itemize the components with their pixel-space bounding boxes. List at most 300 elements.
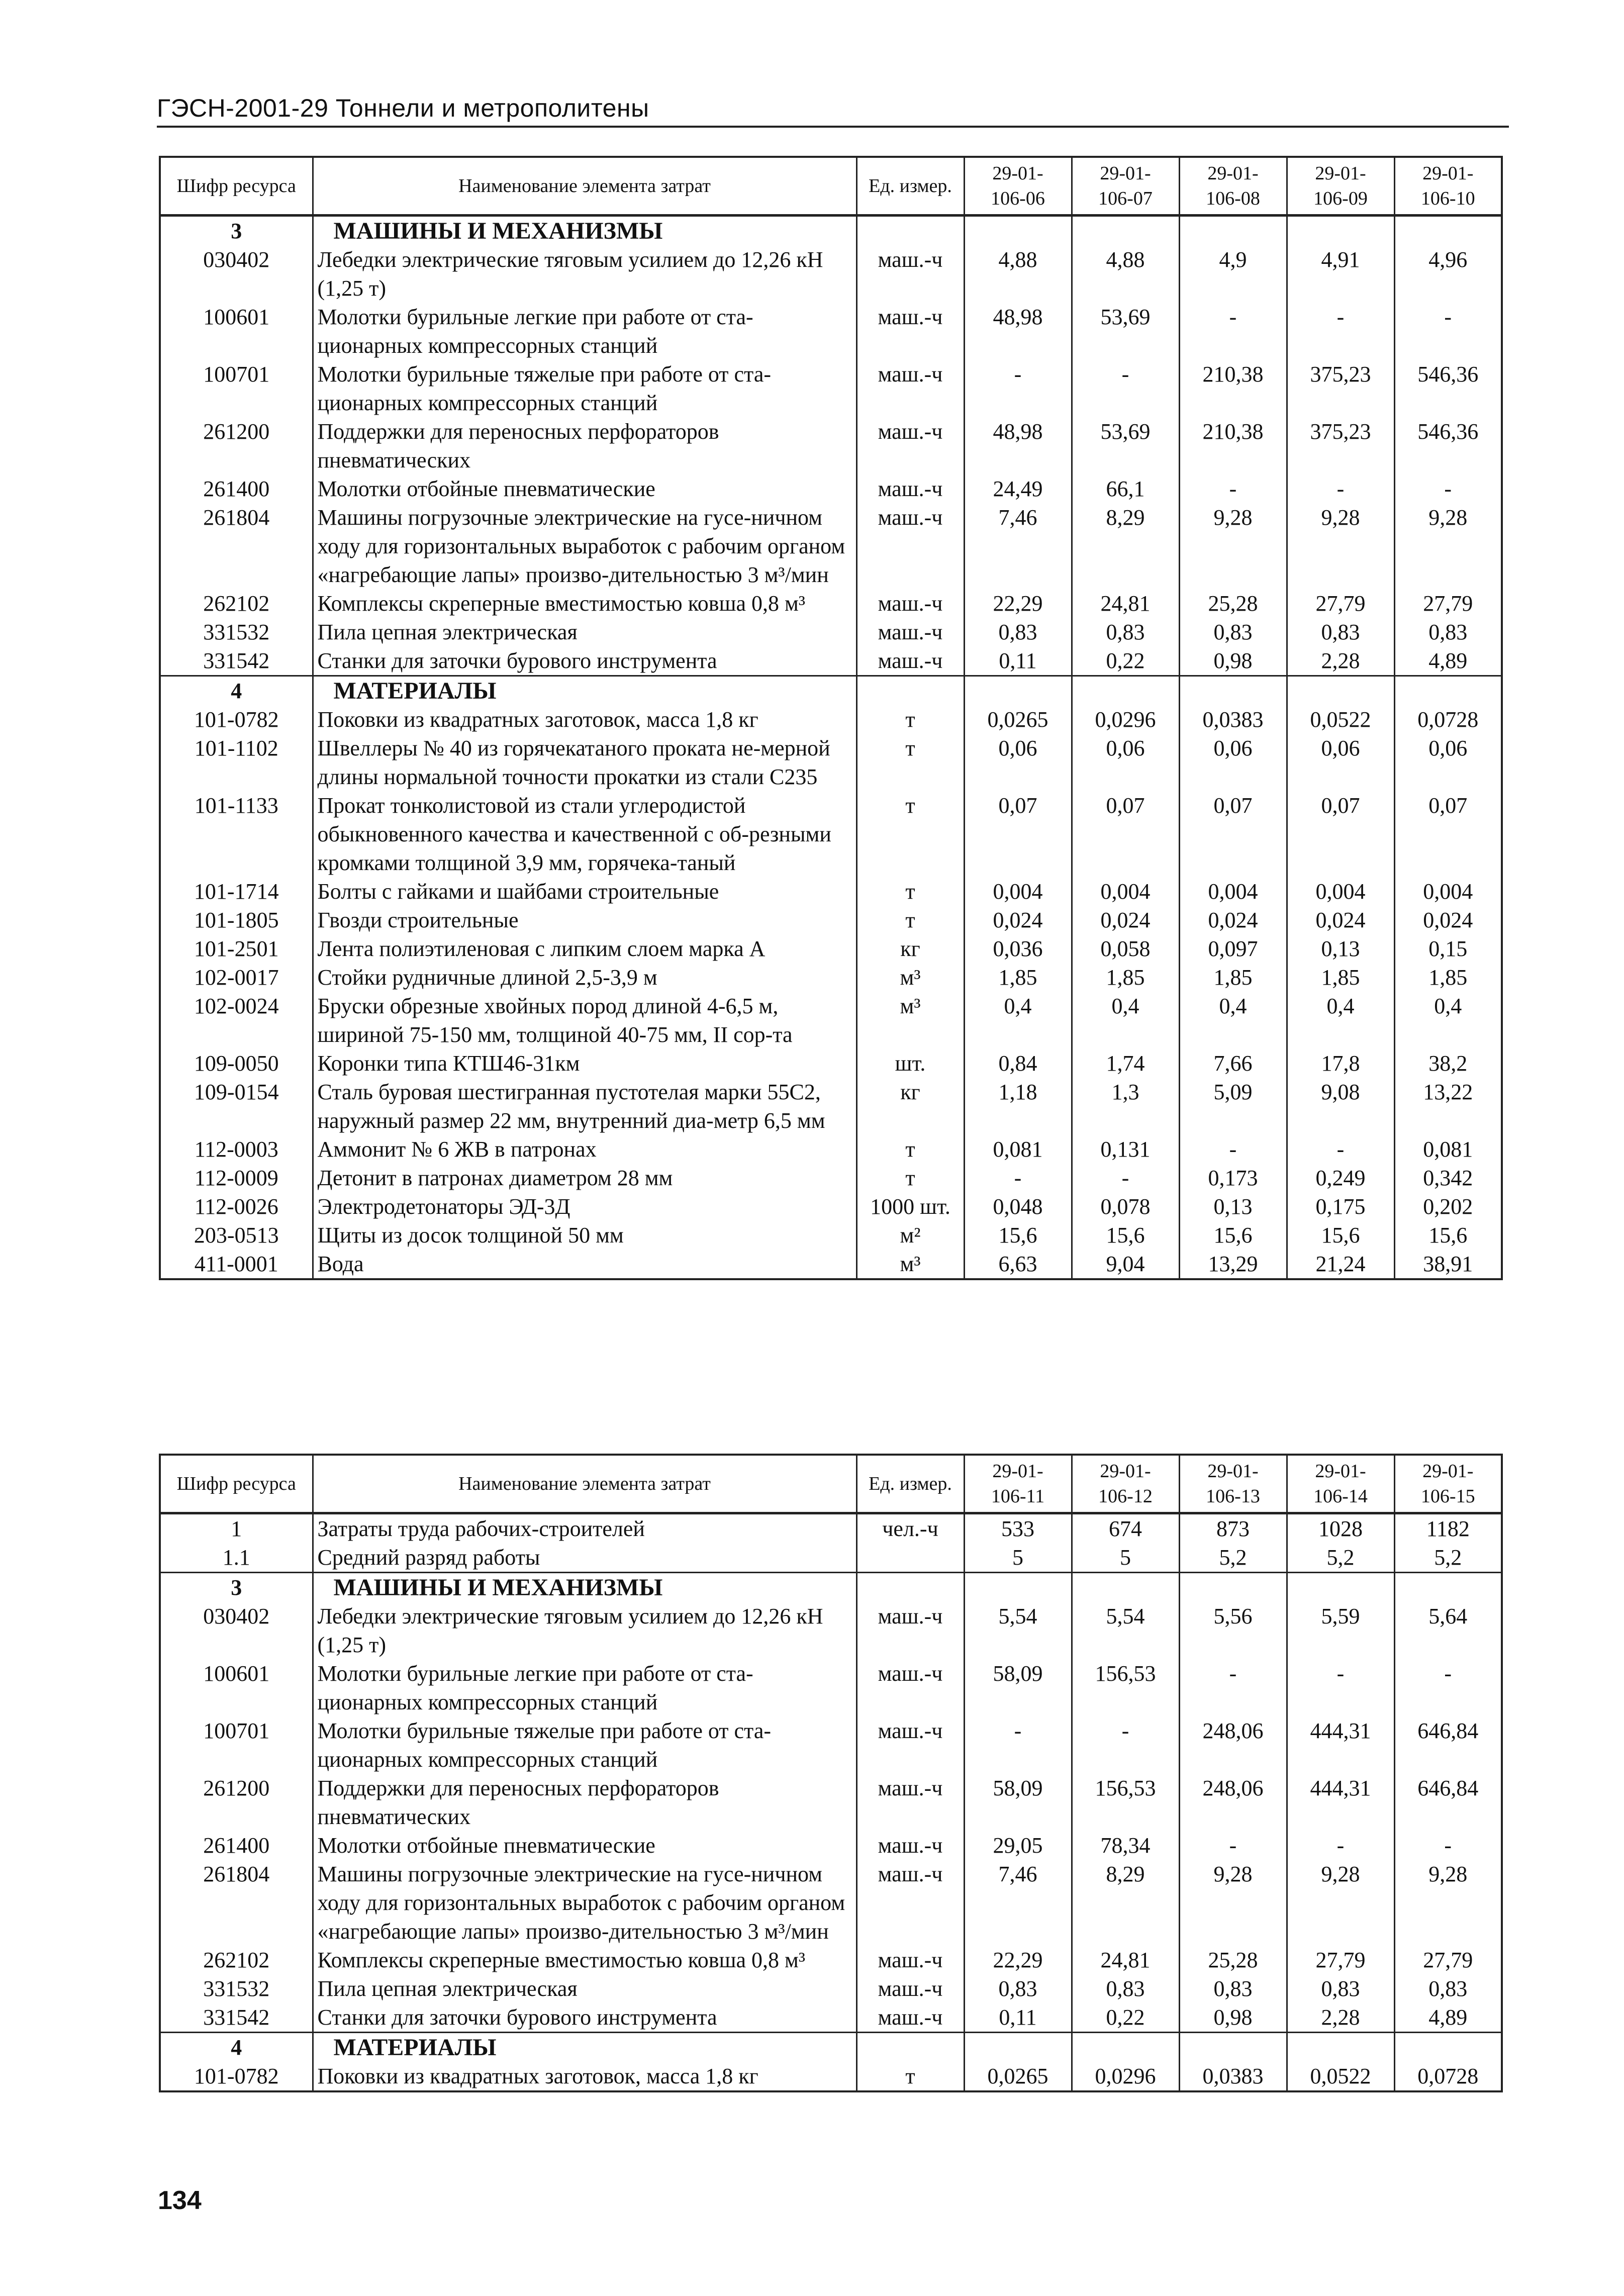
norm-value: 0,06 <box>1394 734 1502 791</box>
unit-of-measure: маш.-ч <box>856 474 964 503</box>
cost-element-name: Щиты из досок толщиной 50 мм <box>313 1221 856 1250</box>
table-body <box>160 216 1502 1280</box>
norm-value: 9,28 <box>1394 503 1502 589</box>
resource-code: 109-0050 <box>160 1049 313 1078</box>
norm-value: 53,69 <box>1072 417 1179 474</box>
norm-value: 27,79 <box>1394 1946 1502 1974</box>
norm-value: 0,11 <box>964 2003 1072 2033</box>
norm-value: 38,2 <box>1394 1049 1502 1078</box>
header-col-5: 29-01- 106-10 <box>1394 157 1502 216</box>
unit-of-measure: т <box>856 705 964 734</box>
cost-element-name: Коронки типа КТШ46-31км <box>313 1049 856 1078</box>
table-row <box>160 1513 1502 1544</box>
norm-value: 674 <box>1072 1513 1179 1544</box>
cost-element-name: Сталь буровая шестигранная пустотелая марки 55С2, наружный размер 22 мм, внутренний диа-метр 6,5 мм <box>313 1078 856 1135</box>
unit-of-measure: маш.-ч <box>856 2003 964 2033</box>
norm-value: - <box>1179 1831 1287 1860</box>
resource-code: 112-0009 <box>160 1164 313 1192</box>
norm-value: 0,048 <box>964 1192 1072 1221</box>
norm-value: 0,22 <box>1072 646 1179 676</box>
norm-value: - <box>1394 1659 1502 1716</box>
table-row <box>160 618 1502 646</box>
norm-value: 0,0296 <box>1072 2062 1179 2091</box>
cost-element-name: Швеллеры № 40 из горячекатаного проката не-мерной длины нормальной точности прокатки из стали С235 <box>313 734 856 791</box>
norm-value: 0,024 <box>1072 906 1179 934</box>
norm-value: 0,0383 <box>1179 2062 1287 2091</box>
norm-value: 1,85 <box>1072 963 1179 992</box>
norm-value: - <box>1287 303 1394 360</box>
unit-of-measure <box>856 1543 964 1573</box>
cost-element-name: Молотки бурильные тяжелые при работе от ста-ционарных компрессорных станций <box>313 360 856 417</box>
norm-value: 0,07 <box>1179 791 1287 877</box>
norm-value: 0,22 <box>1072 2003 1179 2033</box>
norm-value <box>1179 1573 1287 1602</box>
unit-of-measure: маш.-ч <box>856 1946 964 1974</box>
norm-value: 873 <box>1179 1513 1287 1544</box>
norm-value: 0,202 <box>1394 1192 1502 1221</box>
norm-value: 15,6 <box>1287 1221 1394 1250</box>
norm-value: 546,36 <box>1394 360 1502 417</box>
norm-value: 444,31 <box>1287 1774 1394 1831</box>
table-row <box>160 1078 1502 1135</box>
norm-value: 27,79 <box>1394 589 1502 618</box>
cost-element-name: Поддержки для переносных перфораторов пневматических <box>313 1774 856 1831</box>
norm-value: 0,06 <box>1287 734 1394 791</box>
norm-value: 22,29 <box>964 589 1072 618</box>
header-unit: Ед. измер. <box>856 157 964 216</box>
cost-element-name: МАТЕРИАЛЫ <box>313 2033 856 2062</box>
norm-value: 156,53 <box>1072 1659 1179 1716</box>
norm-value: - <box>964 360 1072 417</box>
norm-value: 0,15 <box>1394 934 1502 963</box>
unit-of-measure: маш.-ч <box>856 1659 964 1716</box>
table-row <box>160 1716 1502 1774</box>
norm-value: 444,31 <box>1287 1716 1394 1774</box>
unit-of-measure: маш.-ч <box>856 1774 964 1831</box>
unit-of-measure: м² <box>856 1221 964 1250</box>
resource-code: 261400 <box>160 474 313 503</box>
norm-value: 9,28 <box>1394 1860 1502 1946</box>
norm-value: 0,06 <box>1179 734 1287 791</box>
unit-of-measure: маш.-ч <box>856 1860 964 1946</box>
norm-value: - <box>964 1164 1072 1192</box>
norm-value: 0,4 <box>1287 992 1394 1049</box>
norm-value: 7,46 <box>964 503 1072 589</box>
norm-value <box>1072 1573 1179 1602</box>
norm-value: 4,91 <box>1287 245 1394 303</box>
norm-value <box>1394 2033 1502 2062</box>
norm-value: 0,097 <box>1179 934 1287 963</box>
cost-element-name: Вода <box>313 1250 856 1279</box>
norm-value: 0,4 <box>1179 992 1287 1049</box>
unit-of-measure: маш.-ч <box>856 646 964 676</box>
table-row <box>160 2062 1502 2091</box>
norm-value: 0,024 <box>1287 906 1394 934</box>
norm-value: 0,081 <box>1394 1135 1502 1164</box>
norm-value: - <box>1072 360 1179 417</box>
norm-value: 4,89 <box>1394 646 1502 676</box>
norm-value: 21,24 <box>1287 1250 1394 1279</box>
resource-code: 112-0003 <box>160 1135 313 1164</box>
unit-of-measure: маш.-ч <box>856 503 964 589</box>
unit-of-measure: маш.-ч <box>856 245 964 303</box>
cost-element-name: Гвозди строительные <box>313 906 856 934</box>
resource-code: 261200 <box>160 417 313 474</box>
resource-code: 100701 <box>160 1716 313 1774</box>
norm-value: 9,04 <box>1072 1250 1179 1279</box>
table-row <box>160 1831 1502 1860</box>
norm-value: - <box>1287 474 1394 503</box>
cost-element-name: Затраты труда рабочих-строителей <box>313 1513 856 1544</box>
norm-value: 1,3 <box>1072 1078 1179 1135</box>
norm-value: 375,23 <box>1287 417 1394 474</box>
norm-value: 8,29 <box>1072 1860 1179 1946</box>
norm-value: 5,56 <box>1179 1602 1287 1659</box>
norm-value: 156,53 <box>1072 1774 1179 1831</box>
norm-value: 0,0265 <box>964 2062 1072 2091</box>
table-row <box>160 1049 1502 1078</box>
header-col-4: 29-01- 106-14 <box>1287 1455 1394 1513</box>
norm-value: - <box>1394 474 1502 503</box>
norm-value: 0,024 <box>964 906 1072 934</box>
cost-element-name: Болты с гайками и шайбами строительные <box>313 877 856 906</box>
unit-of-measure: 1000 шт. <box>856 1192 964 1221</box>
cost-element-name: Пила цепная электрическая <box>313 618 856 646</box>
cost-element-name: Прокат тонколистовой из стали углеродистой обыкновенного качества и качественной с об-резными кромками толщиной 3,9 мм, горячека-таный <box>313 791 856 877</box>
norm-value: 375,23 <box>1287 360 1394 417</box>
norm-value: 0,0522 <box>1287 2062 1394 2091</box>
norm-value: 9,08 <box>1287 1078 1394 1135</box>
resource-table-2 <box>159 1454 1503 2092</box>
norm-value: 0,98 <box>1179 2003 1287 2033</box>
table-row <box>160 1774 1502 1831</box>
resource-code: 101-1133 <box>160 791 313 877</box>
unit-of-measure: т <box>856 1135 964 1164</box>
norm-value: 7,46 <box>964 1860 1072 1946</box>
norm-value <box>1394 676 1502 706</box>
norm-value: 1,85 <box>1179 963 1287 992</box>
table-row <box>160 963 1502 992</box>
norm-value: 0,07 <box>1394 791 1502 877</box>
norm-value: 0,342 <box>1394 1164 1502 1192</box>
norm-value: 15,6 <box>1072 1221 1179 1250</box>
norm-value: 9,28 <box>1179 503 1287 589</box>
norm-value: 48,98 <box>964 417 1072 474</box>
resource-code: 331532 <box>160 618 313 646</box>
unit-of-measure: кг <box>856 934 964 963</box>
table-row <box>160 734 1502 791</box>
cost-element-name: Средний разряд работы <box>313 1543 856 1573</box>
section-header-row <box>160 216 1502 246</box>
table-row <box>160 2003 1502 2033</box>
table-header-row <box>160 157 1502 216</box>
norm-value: 1,85 <box>1287 963 1394 992</box>
norm-value: 13,22 <box>1394 1078 1502 1135</box>
norm-value: 5,2 <box>1179 1543 1287 1573</box>
header-col-3: 29-01- 106-08 <box>1179 157 1287 216</box>
norm-value <box>1072 2033 1179 2062</box>
table-row <box>160 791 1502 877</box>
resource-code: 262102 <box>160 589 313 618</box>
table-row <box>160 245 1502 303</box>
norm-value: 0,13 <box>1179 1192 1287 1221</box>
norm-value: 0,004 <box>1072 877 1179 906</box>
norm-value <box>1287 1573 1394 1602</box>
table-row <box>160 906 1502 934</box>
norm-value: 4,88 <box>964 245 1072 303</box>
resource-code: 100601 <box>160 1659 313 1716</box>
norm-value: 0,83 <box>964 618 1072 646</box>
norm-value: 0,0383 <box>1179 705 1287 734</box>
norm-value <box>964 216 1072 246</box>
unit-of-measure <box>856 1573 964 1602</box>
norm-value: 0,004 <box>1287 877 1394 906</box>
norm-value: - <box>1179 303 1287 360</box>
page-number: 134 <box>158 2186 202 2215</box>
norm-value: 8,29 <box>1072 503 1179 589</box>
resource-code: 261400 <box>160 1831 313 1860</box>
table-row <box>160 646 1502 676</box>
unit-of-measure: т <box>856 877 964 906</box>
resource-code: 101-0782 <box>160 705 313 734</box>
table-row <box>160 877 1502 906</box>
table-row <box>160 503 1502 589</box>
norm-value: 2,28 <box>1287 646 1394 676</box>
resource-code: 4 <box>160 2033 313 2062</box>
norm-value: 1,74 <box>1072 1049 1179 1078</box>
header-col-2: 29-01- 106-12 <box>1072 1455 1179 1513</box>
norm-value: 646,84 <box>1394 1774 1502 1831</box>
norm-value: 24,81 <box>1072 1946 1179 1974</box>
norm-value: 0,0728 <box>1394 2062 1502 2091</box>
norm-value: 210,38 <box>1179 417 1287 474</box>
norm-value: 0,83 <box>1179 618 1287 646</box>
norm-value: 0,036 <box>964 934 1072 963</box>
norm-value: 0,83 <box>1179 1974 1287 2003</box>
resource-code: 261804 <box>160 503 313 589</box>
norm-value: 38,91 <box>1394 1250 1502 1279</box>
norm-value: 66,1 <box>1072 474 1179 503</box>
cost-element-name: Комплексы скреперные вместимостью ковша 0,8 м³ <box>313 589 856 618</box>
resource-code: 203-0513 <box>160 1221 313 1250</box>
header-code: Шифр ресурса <box>160 1455 313 1513</box>
resource-code: 101-1102 <box>160 734 313 791</box>
resource-code: 1 <box>160 1513 313 1544</box>
header-unit: Ед. измер. <box>856 1455 964 1513</box>
norm-value: 5,59 <box>1287 1602 1394 1659</box>
norm-value: 53,69 <box>1072 303 1179 360</box>
resource-code: 3 <box>160 1573 313 1602</box>
cost-element-name: Бруски обрезные хвойных пород длиной 4-6,5 м, шириной 75-150 мм, толщиной 40-75 мм, II сор-та <box>313 992 856 1049</box>
table-row <box>160 1135 1502 1164</box>
table-row <box>160 1659 1502 1716</box>
table-row <box>160 1543 1502 1573</box>
norm-value: 0,13 <box>1287 934 1394 963</box>
cost-element-name: МАШИНЫ И МЕХАНИЗМЫ <box>313 1573 856 1602</box>
resource-code: 411-0001 <box>160 1250 313 1279</box>
norm-value: 58,09 <box>964 1774 1072 1831</box>
norm-value: 1,85 <box>1394 963 1502 992</box>
norm-value: 0,11 <box>964 646 1072 676</box>
header-col-1: 29-01- 106-06 <box>964 157 1072 216</box>
norm-value <box>1072 676 1179 706</box>
norm-value: 0,0265 <box>964 705 1072 734</box>
cost-element-name: МАТЕРИАЛЫ <box>313 676 856 706</box>
norm-value: 0,06 <box>964 734 1072 791</box>
table-row <box>160 934 1502 963</box>
norm-value: 22,29 <box>964 1946 1072 1974</box>
table-row <box>160 1946 1502 1974</box>
unit-of-measure: т <box>856 734 964 791</box>
resource-code: 261804 <box>160 1860 313 1946</box>
norm-value: 15,6 <box>964 1221 1072 1250</box>
norm-value: 0,83 <box>1287 618 1394 646</box>
unit-of-measure: т <box>856 1164 964 1192</box>
header-col-1: 29-01- 106-11 <box>964 1455 1072 1513</box>
unit-of-measure: маш.-ч <box>856 303 964 360</box>
resource-code: 100701 <box>160 360 313 417</box>
table-row <box>160 1860 1502 1946</box>
norm-value: 533 <box>964 1513 1072 1544</box>
norm-value <box>1287 676 1394 706</box>
norm-value: 0,175 <box>1287 1192 1394 1221</box>
norm-value: - <box>1394 303 1502 360</box>
table-row <box>160 1221 1502 1250</box>
norm-value <box>964 676 1072 706</box>
norm-value: 0,0296 <box>1072 705 1179 734</box>
table-row <box>160 417 1502 474</box>
norm-value: 1,18 <box>964 1078 1072 1135</box>
norm-value: 9,28 <box>1287 503 1394 589</box>
norm-value <box>1072 216 1179 246</box>
unit-of-measure: т <box>856 791 964 877</box>
norm-value: 7,66 <box>1179 1049 1287 1078</box>
resource-code: 100601 <box>160 303 313 360</box>
unit-of-measure <box>856 676 964 706</box>
norm-value: 25,28 <box>1179 589 1287 618</box>
norm-value: 27,79 <box>1287 589 1394 618</box>
norm-value: 5,64 <box>1394 1602 1502 1659</box>
norm-value: 0,173 <box>1179 1164 1287 1192</box>
norm-value: 5,09 <box>1179 1078 1287 1135</box>
cost-element-name: Поковки из квадратных заготовок, масса 1,8 кг <box>313 2062 856 2091</box>
cost-element-name: Молотки отбойные пневматические <box>313 474 856 503</box>
unit-of-measure: маш.-ч <box>856 417 964 474</box>
norm-value: 58,09 <box>964 1659 1072 1716</box>
norm-value: 248,06 <box>1179 1716 1287 1774</box>
norm-value: 0,07 <box>1072 791 1179 877</box>
norm-value: 0,83 <box>1394 618 1502 646</box>
norm-value: - <box>1179 474 1287 503</box>
resource-code: 1.1 <box>160 1543 313 1573</box>
norm-value: 4,89 <box>1394 2003 1502 2033</box>
resource-code: 109-0154 <box>160 1078 313 1135</box>
header-name: Наименование элемента затрат <box>313 1455 856 1513</box>
norm-value: 5,2 <box>1287 1543 1394 1573</box>
header-col-4: 29-01- 106-09 <box>1287 157 1394 216</box>
unit-of-measure: маш.-ч <box>856 1716 964 1774</box>
norm-value: 0,024 <box>1179 906 1287 934</box>
norm-value: 0,249 <box>1287 1164 1394 1192</box>
norm-value: 0,4 <box>1072 992 1179 1049</box>
unit-of-measure: шт. <box>856 1049 964 1078</box>
norm-value: 0,081 <box>964 1135 1072 1164</box>
norm-value: 0,84 <box>964 1049 1072 1078</box>
norm-value: 24,49 <box>964 474 1072 503</box>
cost-element-name: Пила цепная электрическая <box>313 1974 856 2003</box>
resource-code: 101-2501 <box>160 934 313 963</box>
norm-value: 0,07 <box>1287 791 1394 877</box>
table-row <box>160 360 1502 417</box>
norm-value: 1182 <box>1394 1513 1502 1544</box>
resource-code: 102-0017 <box>160 963 313 992</box>
unit-of-measure: чел.-ч <box>856 1513 964 1544</box>
cost-element-name: Молотки отбойные пневматические <box>313 1831 856 1860</box>
norm-value: 17,8 <box>1287 1049 1394 1078</box>
header-rule <box>157 126 1509 128</box>
norm-value <box>1287 216 1394 246</box>
norm-value: 0,83 <box>1072 1974 1179 2003</box>
norm-value: - <box>1287 1659 1394 1716</box>
norm-value: 27,79 <box>1287 1946 1394 1974</box>
norm-value <box>1179 676 1287 706</box>
unit-of-measure: маш.-ч <box>856 1602 964 1659</box>
section-header-row <box>160 1573 1502 1602</box>
norm-value: - <box>964 1716 1072 1774</box>
table-body <box>160 1513 1502 2092</box>
norm-value: 0,06 <box>1072 734 1179 791</box>
norm-value: 0,024 <box>1394 906 1502 934</box>
norm-value: 25,28 <box>1179 1946 1287 1974</box>
table-row <box>160 1164 1502 1192</box>
cost-element-name: Детонит в патронах диаметром 28 мм <box>313 1164 856 1192</box>
norm-value <box>1394 1573 1502 1602</box>
cost-element-name: Поковки из квадратных заготовок, масса 1,8 кг <box>313 705 856 734</box>
norm-value: 48,98 <box>964 303 1072 360</box>
norm-value: 78,34 <box>1072 1831 1179 1860</box>
norm-value: 29,05 <box>964 1831 1072 1860</box>
norm-value: 0,004 <box>1394 877 1502 906</box>
cost-element-name: Молотки бурильные легкие при работе от ста-ционарных компрессорных станций <box>313 1659 856 1716</box>
unit-of-measure: маш.-ч <box>856 618 964 646</box>
norm-value: 0,98 <box>1179 646 1287 676</box>
norm-value: 0,004 <box>964 877 1072 906</box>
norm-value: 4,96 <box>1394 245 1502 303</box>
resource-code: 101-0782 <box>160 2062 313 2091</box>
table-row <box>160 589 1502 618</box>
norm-value: 24,81 <box>1072 589 1179 618</box>
norm-value: 5,2 <box>1394 1543 1502 1573</box>
unit-of-measure: м³ <box>856 1250 964 1279</box>
cost-element-name: Электродетонаторы ЭД-3Д <box>313 1192 856 1221</box>
header-col-5: 29-01- 106-15 <box>1394 1455 1502 1513</box>
resource-code: 262102 <box>160 1946 313 1974</box>
resource-code: 101-1805 <box>160 906 313 934</box>
resource-code: 331542 <box>160 2003 313 2033</box>
norm-value: 5,54 <box>964 1602 1072 1659</box>
norm-value: 0,4 <box>1394 992 1502 1049</box>
norm-value: - <box>1072 1164 1179 1192</box>
unit-of-measure <box>856 2033 964 2062</box>
cost-element-name: Машины погрузочные электрические на гусе-ничном ходу для горизонтальных выработок с рабочим органом «нагребающие лапы» произво-дительностью 3 м³/мин <box>313 503 856 589</box>
header-code: Шифр ресурса <box>160 157 313 216</box>
cost-element-name: Лебедки электрические тяговым усилием до 12,26 кН (1,25 т) <box>313 245 856 303</box>
table-row <box>160 1974 1502 2003</box>
resource-code: 261200 <box>160 1774 313 1831</box>
cost-element-name: Молотки бурильные легкие при работе от ста-ционарных компрессорных станций <box>313 303 856 360</box>
resource-code: 331532 <box>160 1974 313 2003</box>
header-col-3: 29-01- 106-13 <box>1179 1455 1287 1513</box>
